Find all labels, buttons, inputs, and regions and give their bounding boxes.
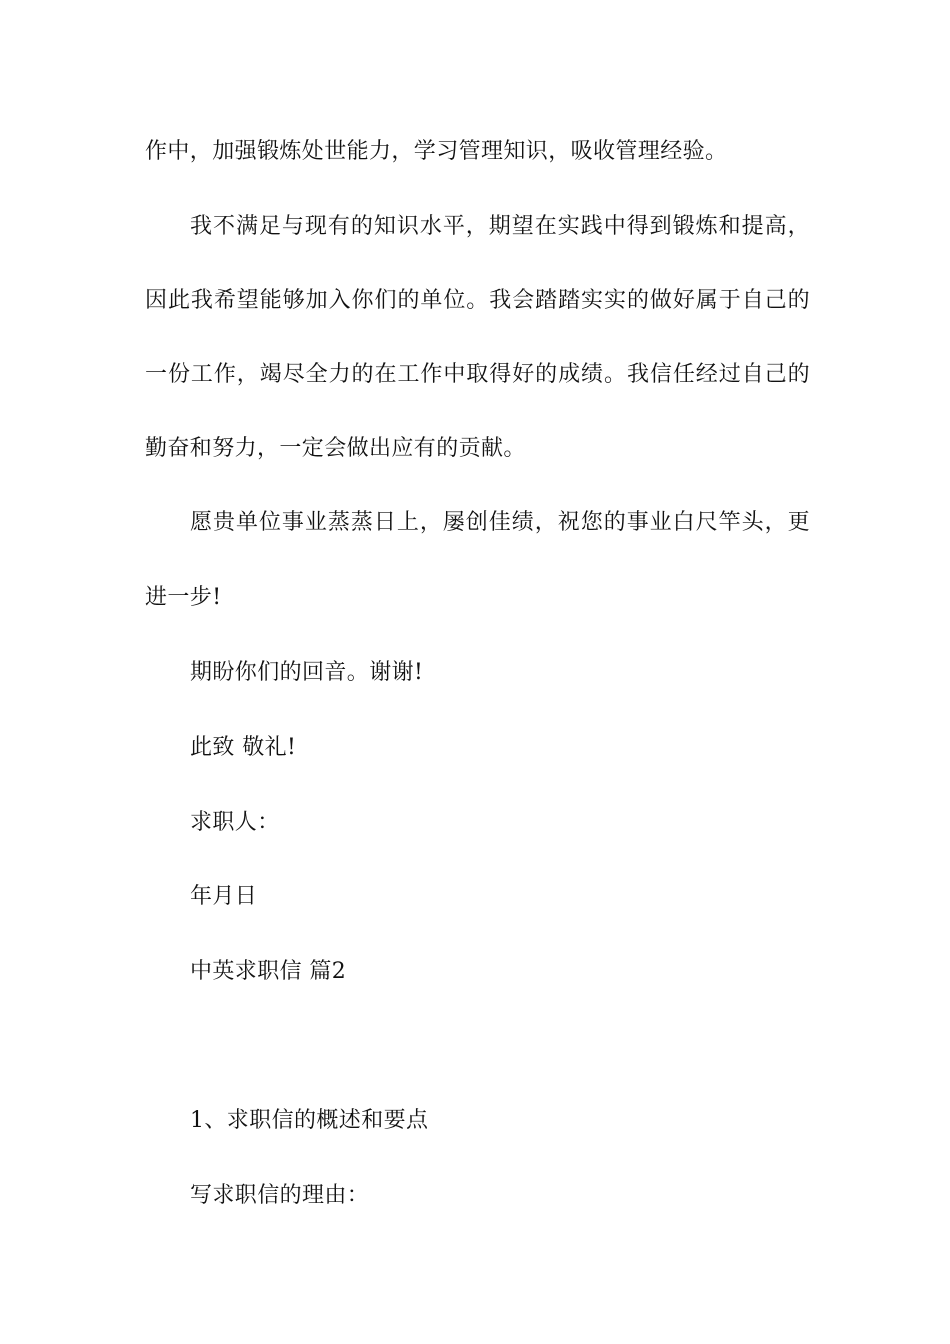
text-line-11: 年月日 <box>190 884 258 909</box>
text-line-5: 勤奋和努力，一定会做出应有的贡献。 <box>145 436 526 461</box>
section-heading: 中英求职信 篇2 <box>190 959 347 984</box>
text-line-12: 写求职信的理由： <box>190 1183 370 1208</box>
text-line-3: 因此我希望能够加入你们的单位。我会踏踏实实的做好属于自己的 <box>145 288 810 313</box>
text-line-2: 我不满足与现有的知识水平，期望在实践中得到锻炼和提高， <box>190 214 810 239</box>
subheading-1: 1、求职信的概述和要点 <box>190 1108 429 1133</box>
text-line-1: 作中，加强锻炼处世能力，学习管理知识，吸收管理经验。 <box>145 139 728 164</box>
text-line-8: 期盼你们的回音。谢谢! <box>190 660 424 685</box>
text-line-10: 求职人： <box>190 810 280 835</box>
text-line-7: 进一步! <box>145 585 222 610</box>
text-line-4: 一份工作，竭尽全力的在工作中取得好的成绩。我信任经过自己的 <box>145 362 810 387</box>
text-line-9: 此致 敬礼! <box>190 735 297 760</box>
text-line-6: 愿贵单位事业蒸蒸日上，屡创佳绩，祝您的事业白尺竿头，更 <box>190 510 810 535</box>
